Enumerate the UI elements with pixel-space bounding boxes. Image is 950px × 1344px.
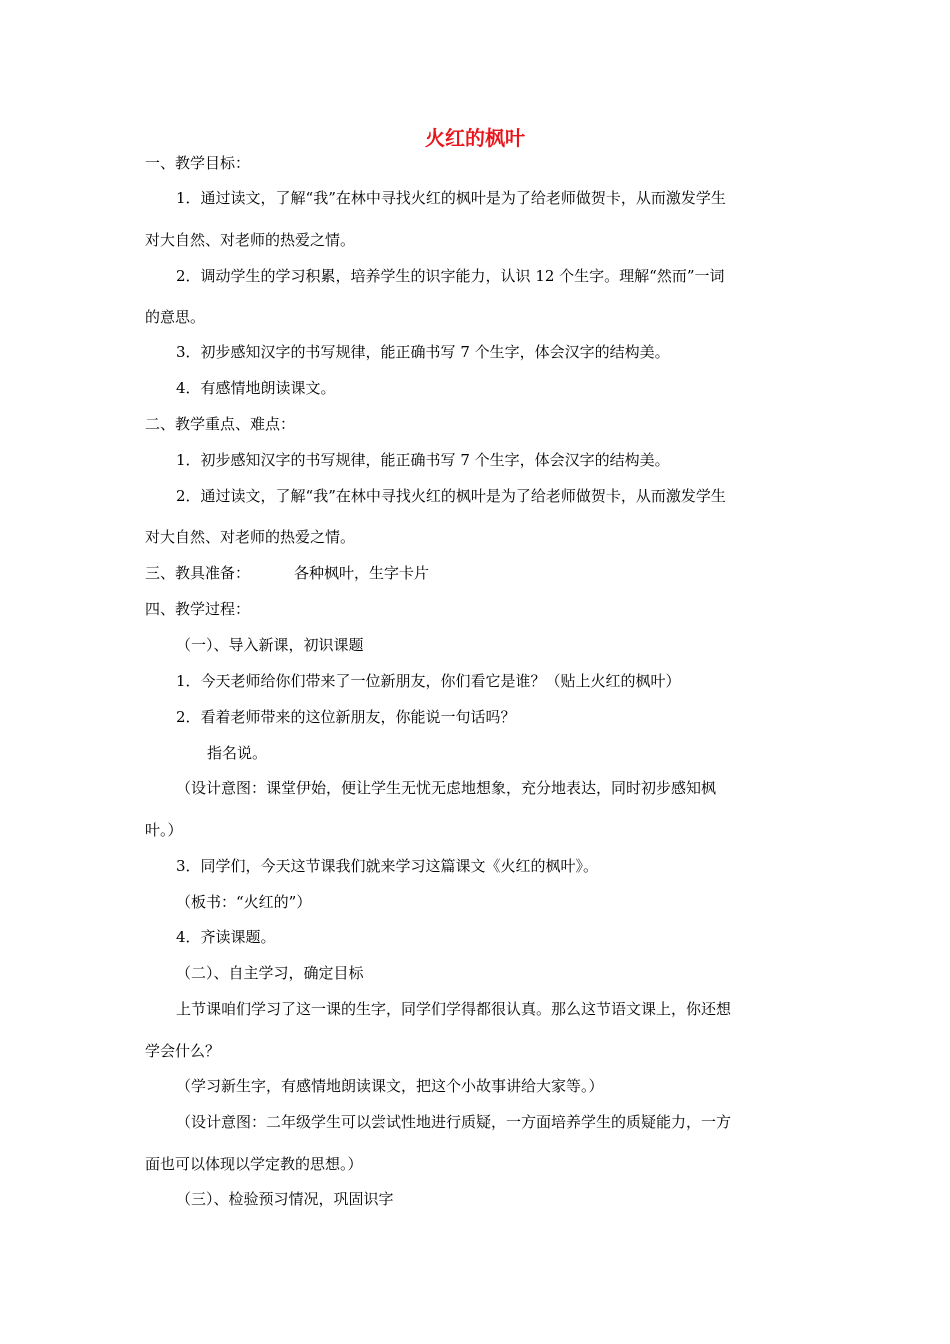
subsection-heading: （二）、自主学习，确定目标	[176, 964, 364, 982]
paragraph-line: （板书：“火红的”）	[176, 893, 312, 911]
section-heading-process: 四、教学过程：	[145, 600, 251, 618]
materials-label: 三、教具准备：	[145, 564, 251, 582]
subsection-heading: （三）、检验预习情况，巩固识字	[176, 1190, 394, 1208]
paragraph-line: （学习新生字，有感情地朗读课文，把这个小故事讲给大家等。）	[176, 1077, 604, 1095]
paragraph-line: 4．齐读课题。	[176, 928, 276, 946]
materials-value: 各种枫叶，生字卡片	[294, 564, 430, 582]
paragraph-line: 2．通过读文，了解“我”在林中寻找火红的枫叶是为了给老师做贺卡，从而激发学生	[176, 487, 726, 505]
paragraph-line: 的意思。	[145, 308, 206, 326]
paragraph-line: 对大自然、对老师的热爱之情。	[145, 528, 356, 546]
paragraph-line: 2．调动学生的学习积累，培养学生的识字能力，认识 12 个生字。理解“然而”一词	[176, 267, 725, 285]
paragraph-line: （设计意图：课堂伊始，便让学生无忧无虑地想象，充分地表达，同时初步感知枫	[176, 779, 717, 797]
paragraph-line: 4．有感情地朗读课文。	[176, 379, 336, 397]
document-title: 火红的枫叶	[425, 126, 525, 150]
paragraph-line: 1．初步感知汉字的书写规律，能正确书写 7 个生字，体会汉字的结构美。	[176, 451, 670, 469]
section-heading-objectives: 一、教学目标：	[145, 154, 251, 172]
paragraph-line: 1．通过读文，了解“我”在林中寻找火红的枫叶是为了给老师做贺卡，从而激发学生	[176, 189, 726, 207]
paragraph-line: 叶。）	[145, 821, 183, 839]
paragraph-line: （设计意图：二年级学生可以尝试性地进行质疑，一方面培养学生的质疑能力，一方	[176, 1113, 732, 1131]
paragraph-line: 2．看着老师带来的这位新朋友，你能说一句话吗？	[176, 708, 516, 726]
paragraph-line: 学会什么？	[145, 1042, 221, 1060]
paragraph-line: 指名说。	[207, 744, 268, 762]
paragraph-line: 3．初步感知汉字的书写规律，能正确书写 7 个生字，体会汉字的结构美。	[176, 343, 670, 361]
paragraph-line: 3．同学们，今天这节课我们就来学习这篇课文《火红的枫叶》。	[176, 857, 599, 875]
paragraph-line: 1．今天老师给你们带来了一位新朋友，你们看它是谁？（贴上火红的枫叶）	[176, 672, 681, 690]
subsection-heading: （一）、导入新课，初识课题	[176, 636, 364, 654]
paragraph-line: 上节课咱们学习了这一课的生字，同学们学得都很认真。那么这节语文课上，你还想	[176, 1000, 732, 1018]
section-heading-key-points: 二、教学重点、难点：	[145, 415, 296, 433]
section-heading-materials	[145, 562, 429, 584]
paragraph-line: 对大自然、对老师的热爱之情。	[145, 231, 356, 249]
paragraph-line: 面也可以体现以学定教的思想。）	[145, 1155, 363, 1173]
